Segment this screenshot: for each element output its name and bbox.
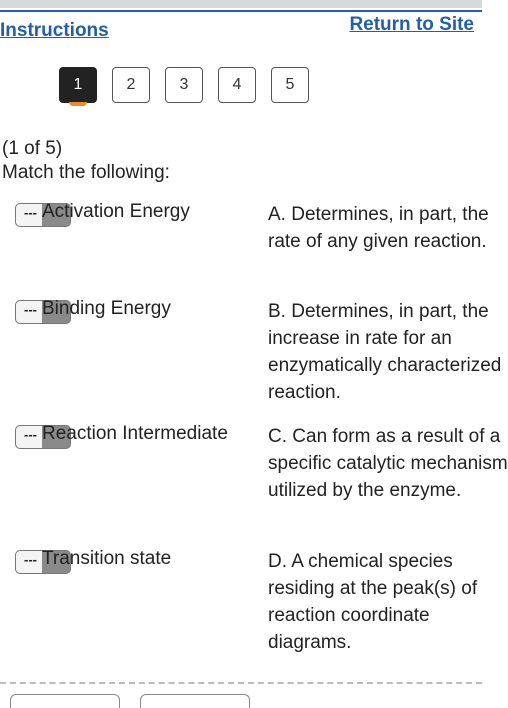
top-accent-line bbox=[0, 10, 482, 12]
match-term-4: Transition state bbox=[42, 548, 172, 569]
question-prompt: Match the following: bbox=[2, 162, 170, 183]
match-select-value: --- bbox=[24, 205, 37, 220]
page-button-4[interactable]: 4 bbox=[218, 67, 256, 103]
match-select-value: --- bbox=[24, 427, 37, 442]
match-definition-d: D. A chemical species residing at the peak(s) of reaction coordinate diagrams. bbox=[268, 551, 478, 653]
match-term-2: Binding Energy bbox=[42, 298, 171, 319]
top-bar bbox=[0, 0, 482, 8]
question-progress: (1 of 5) bbox=[2, 138, 63, 159]
match-definition-b: B. Determines, in part, the increase in rate for an enzymatically characterized reaction. bbox=[268, 301, 502, 403]
match-select-value: --- bbox=[24, 302, 37, 317]
match-definition-c: C. Can form as a result of a specific catalytic mechanism utilized by the enzyme. bbox=[268, 426, 508, 501]
match-definition-a: A. Determines, in part, the rate of any given reaction. bbox=[268, 204, 489, 252]
page-button-2[interactable]: 2 bbox=[112, 67, 150, 103]
page-button-5[interactable]: 5 bbox=[271, 67, 309, 103]
bottom-button-right[interactable] bbox=[140, 694, 250, 708]
instructions-link[interactable]: Instructions bbox=[0, 20, 109, 41]
match-term-1: Activation Energy bbox=[42, 201, 190, 222]
match-select-value: --- bbox=[24, 552, 37, 567]
page-button-1[interactable]: 1 bbox=[59, 67, 97, 103]
return-to-site-link[interactable]: Return to Site bbox=[349, 14, 474, 35]
bottom-divider bbox=[0, 682, 482, 684]
bottom-button-left[interactable] bbox=[10, 694, 120, 708]
page-button-3[interactable]: 3 bbox=[165, 67, 203, 103]
match-term-3: Reaction Intermediate bbox=[42, 423, 228, 444]
